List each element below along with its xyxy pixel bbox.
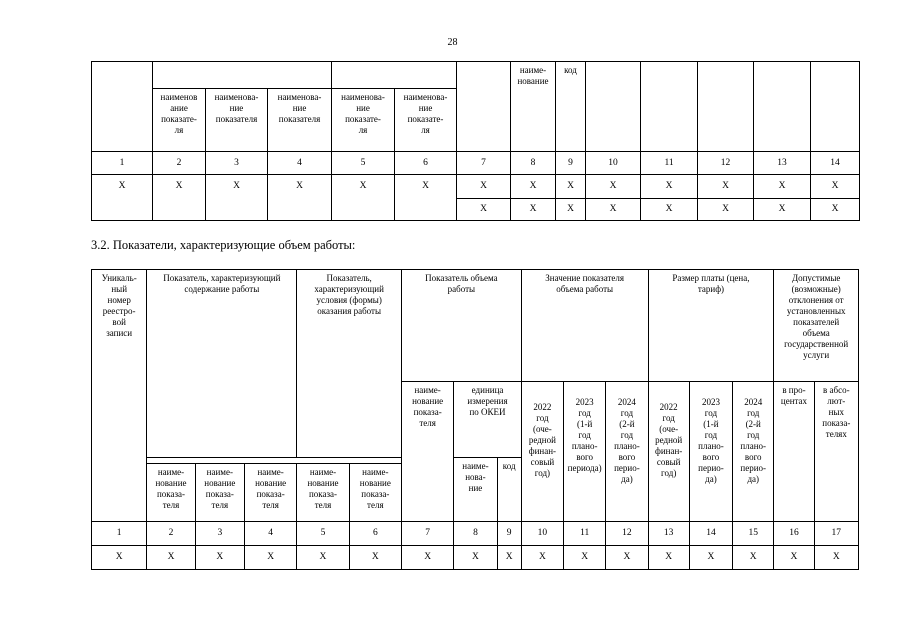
t1-sub-header: наименова- ние показателя <box>206 89 268 152</box>
page-number: 28 <box>447 37 458 48</box>
t1-sub-header: наименов ание показате- ля <box>153 89 206 152</box>
t2-header-volume-name: наиме- нование показа- теля <box>401 382 453 522</box>
t2-cell: Х <box>497 546 521 570</box>
t2-cell: Х <box>648 546 689 570</box>
t1-col-number: 8 <box>511 152 556 175</box>
t2-header-unique-number: Уникаль- ный номер реестро- вой записи <box>92 270 147 522</box>
t1-cell-empty <box>698 62 754 152</box>
t1-cell-empty <box>754 62 811 152</box>
t2-header-fee-2022: 2022 год (оче- редной финан- совый год) <box>648 382 689 522</box>
t2-cell: Х <box>814 546 858 570</box>
t2-cell: Х <box>689 546 732 570</box>
t1-cell-empty <box>92 62 153 152</box>
t2-header-content: Показатель, характеризующий содержание работы <box>147 270 297 458</box>
t1-cell: Х <box>754 175 811 199</box>
t2-header-unit-name: наиме- нова- ние <box>454 458 497 522</box>
t2-col-number: 15 <box>733 522 774 546</box>
t2-cell: Х <box>297 546 349 570</box>
t1-col-number: 11 <box>641 152 698 175</box>
table-continuation <box>91 61 860 221</box>
t1-col-number: 9 <box>556 152 586 175</box>
t2-header-year-2022: 2022 год (оче- редной финан- совый год) <box>521 382 563 522</box>
t2-sub-header: наиме- нование показа- теля <box>195 464 244 522</box>
t2-cell: Х <box>454 546 497 570</box>
t1-cell: Х <box>556 199 586 221</box>
t2-header-volume: Показатель объема работы <box>401 270 521 382</box>
t1-sub-header: наименова- ние показателя <box>268 89 332 152</box>
t1-cell-empty <box>586 62 641 152</box>
t1-cell: Х <box>457 175 511 199</box>
t1-col-number: 13 <box>754 152 811 175</box>
t2-col-number: 6 <box>349 522 401 546</box>
t1-col-number: 10 <box>586 152 641 175</box>
t1-cell: Х <box>698 199 754 221</box>
t2-col-number: 14 <box>689 522 732 546</box>
t1-cell-empty <box>641 62 698 152</box>
t2-col-number: 10 <box>521 522 563 546</box>
t1-col-number: 6 <box>395 152 457 175</box>
t2-header-percent: в про- центах <box>774 382 814 522</box>
t1-cell-empty <box>153 62 332 89</box>
t2-sub-header: наиме- нование показа- теля <box>297 464 349 522</box>
t2-header-fee-2023: 2023 год (1-й год плано- вого перио- да) <box>689 382 732 522</box>
t1-cell: Х <box>332 175 395 221</box>
t2-sub-header: наиме- нование показа- теля <box>244 464 296 522</box>
t1-cell-empty <box>811 62 860 152</box>
t2-header-unit-code: код <box>497 458 521 522</box>
t1-col-number: 5 <box>332 152 395 175</box>
table-volume-indicators <box>91 269 859 570</box>
t1-cell-empty <box>332 62 457 89</box>
t1-cell: Х <box>457 199 511 221</box>
t2-col-number: 16 <box>774 522 814 546</box>
t1-col-number: 7 <box>457 152 511 175</box>
t1-cell: Х <box>586 175 641 199</box>
t2-sub-header: наиме- нование показа- теля <box>147 464 195 522</box>
t2-cell: Х <box>147 546 195 570</box>
t1-header-kod: код <box>556 62 586 152</box>
t2-header-fee-2024: 2024 год (2-й год плано- вого перио- да) <box>733 382 774 522</box>
t2-cell: Х <box>92 546 147 570</box>
t2-header-deviation: Допустимые (возможные) отклонения от установленных показателей объема государственной услуги <box>774 270 859 382</box>
t2-header-year-2024: 2024 год (2-й год плано- вого перио- да) <box>606 382 648 522</box>
t1-header-naimenovanie: наиме- нование <box>511 62 556 152</box>
t2-col-number: 8 <box>454 522 497 546</box>
t2-col-number: 4 <box>244 522 296 546</box>
t2-cell: Х <box>606 546 648 570</box>
t1-cell: Х <box>511 175 556 199</box>
t2-header-unit: единица измерения по ОКЕИ <box>454 382 521 458</box>
t1-cell: Х <box>556 175 586 199</box>
t2-header-conditions: Показатель, характеризующий условия (формы) оказания работы <box>297 270 402 458</box>
t1-cell: Х <box>641 199 698 221</box>
t2-header-year-2023: 2023 год (1-й год плано- вого периода) <box>564 382 606 522</box>
t1-cell: Х <box>511 199 556 221</box>
t2-col-number: 17 <box>814 522 858 546</box>
t2-col-number: 11 <box>564 522 606 546</box>
t2-col-number: 12 <box>606 522 648 546</box>
t2-cell: Х <box>401 546 453 570</box>
t1-cell: Х <box>586 199 641 221</box>
t1-sub-header: наименова- ние показате- ля <box>395 89 457 152</box>
t1-col-number: 2 <box>153 152 206 175</box>
t1-cell: Х <box>92 175 153 221</box>
t1-sub-header: наименова- ние показате- ля <box>332 89 395 152</box>
t1-cell: Х <box>698 175 754 199</box>
t1-cell: Х <box>153 175 206 221</box>
t1-cell: Х <box>754 199 811 221</box>
t1-cell: Х <box>811 175 860 199</box>
t1-cell: Х <box>268 175 332 221</box>
t1-col-number: 4 <box>268 152 332 175</box>
section-title: 3.2. Показатели, характеризующие объем работы: <box>91 238 356 252</box>
t1-col-number: 3 <box>206 152 268 175</box>
t1-cell: Х <box>206 175 268 221</box>
t2-col-number: 5 <box>297 522 349 546</box>
t1-cell: Х <box>641 175 698 199</box>
t2-cell: Х <box>564 546 606 570</box>
t1-col-number: 1 <box>92 152 153 175</box>
t2-col-number: 13 <box>648 522 689 546</box>
t2-cell: Х <box>774 546 814 570</box>
t2-cell: Х <box>349 546 401 570</box>
t2-header-fee: Размер платы (цена, тариф) <box>648 270 774 382</box>
t1-cell-empty <box>457 62 511 152</box>
t2-col-number: 2 <box>147 522 195 546</box>
t2-cell: Х <box>733 546 774 570</box>
t2-sub-header: наиме- нование показа- теля <box>349 464 401 522</box>
t2-cell: Х <box>195 546 244 570</box>
t2-col-number: 9 <box>497 522 521 546</box>
t2-col-number: 7 <box>401 522 453 546</box>
t2-cell: Х <box>244 546 296 570</box>
t1-col-number: 12 <box>698 152 754 175</box>
t2-header-absolute: в абсо- лют- ных показа- телях <box>814 382 858 522</box>
t1-cell: Х <box>811 199 860 221</box>
t2-header-value: Значение показателя объема работы <box>521 270 648 382</box>
t2-col-number: 1 <box>92 522 147 546</box>
t2-cell: Х <box>521 546 563 570</box>
t2-col-number: 3 <box>195 522 244 546</box>
t1-col-number: 14 <box>811 152 860 175</box>
t1-cell: Х <box>395 175 457 221</box>
